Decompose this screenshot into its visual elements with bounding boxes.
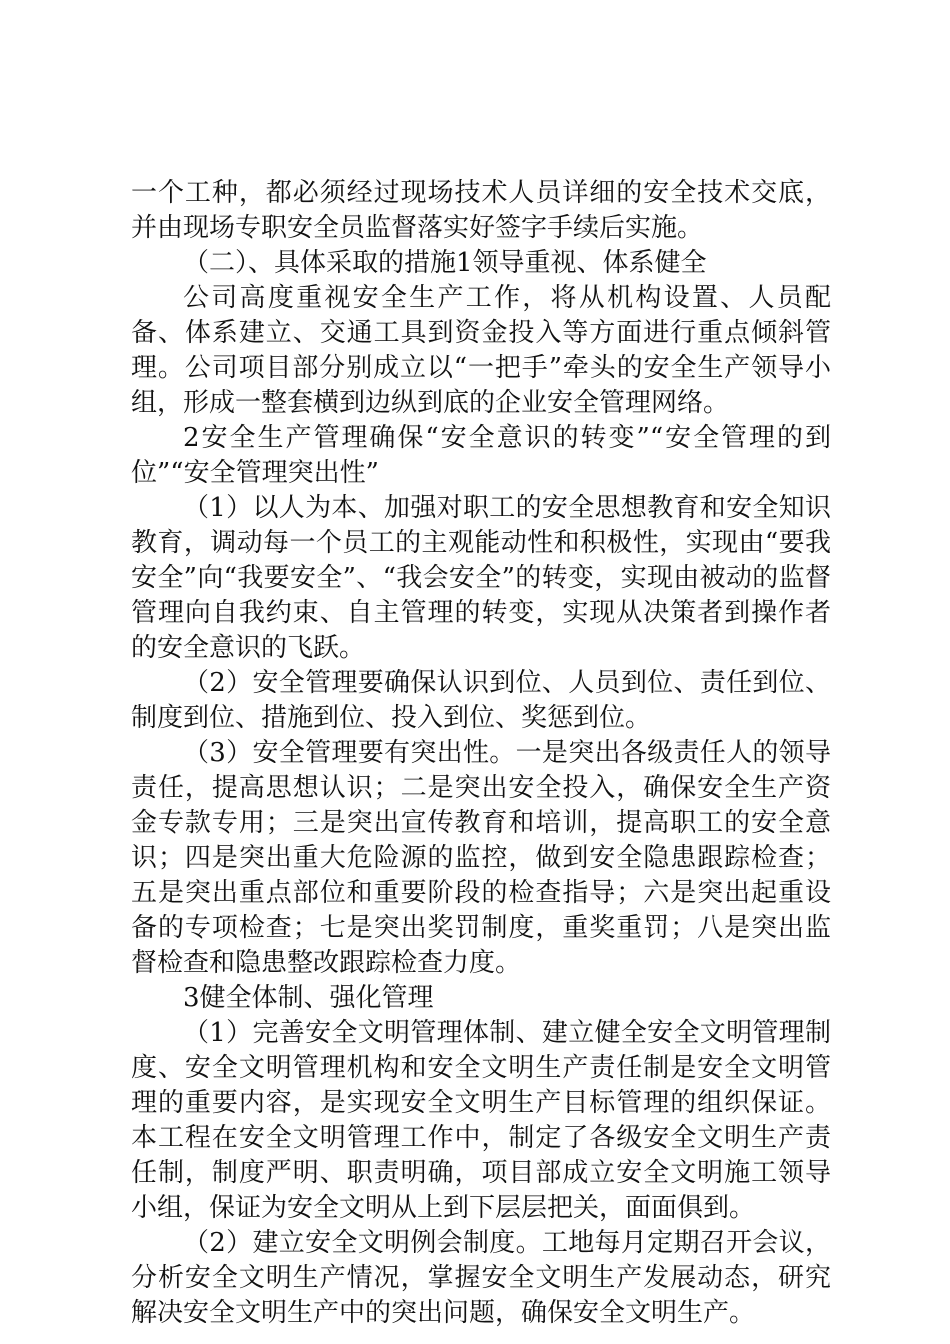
paragraph-system-item-1: （1）完善安全文明管理体制、建立健全安全文明管理制度、安全文明管理机构和安全文明生产责任制是安全文明管理的重要内容，是实现安全文明生产目标管理的组织保证。本工程在安全文明管理工作中，制定了各级安全文明生产责任制，制度严明、职责明确，项目部成立安全文明施工领导小组，保证为安全文明从上到下层层把关，面面俱到。 xyxy=(131,1018,831,1223)
subheading-system: 3健全体制、强化管理 xyxy=(183,983,434,1013)
paragraph-company-focus: 公司高度重视安全生产工作，将从机构设置、人员配备、体系建立、交通工具到资金投入等方面进行重点倾斜管理。公司项目部分别成立以“一把手”牵头的安全生产领导小组，形成一整套横到边纵到底的企业安全管理网络。 xyxy=(131,283,831,418)
paragraph-system-item-2: （2）建立安全文明例会制度。工地每月定期召开会议，分析安全文明生产情况，掌握安全文明生产发展动态，研究解决安全文明生产中的突出问题，确保安全文明生产。 xyxy=(131,1228,831,1328)
subheading-safety-management: 2安全生产管理确保“安全意识的转变”“安全管理的到位”“安全管理突出性” xyxy=(131,423,831,488)
paragraph-item-2: （2）安全管理要确保认识到位、人员到位、责任到位、制度到位、措施到位、投入到位、奖惩到位。 xyxy=(131,668,831,733)
paragraph-item-3: （3）安全管理要有突出性。一是突出各级责任人的领导责任，提高思想认识；二是突出安全投入，确保安全生产资金专款专用；三是突出宣传教育和培训，提高职工的安全意识；四是突出重大危险源的监控，做到安全隐患跟踪检查；五是突出重点部位和重要阶段的检查指导；六是突出起重设备的专项检查；七是突出奖罚制度，重奖重罚；八是突出监督检查和隐患整改跟踪检查力度。 xyxy=(131,738,831,978)
paragraph-continuation: 一个工种，都必须经过现场技术人员详细的安全技术交底，并由现场专职安全员监督落实好签字手续后实施。 xyxy=(131,178,831,243)
document-body xyxy=(131,176,831,1331)
paragraph-item-1: （1）以人为本、加强对职工的安全思想教育和安全知识教育，调动每一个员工的主观能动性和积极性，实现由“要我安全”向“我要安全”、“我会安全”的转变，实现由被动的监督管理向自我约束、自主管理的转变，实现从决策者到操作者的安全意识的飞跃。 xyxy=(131,493,831,663)
section-heading-measures: （二）、具体采取的措施1领导重视、体系健全 xyxy=(183,248,707,278)
